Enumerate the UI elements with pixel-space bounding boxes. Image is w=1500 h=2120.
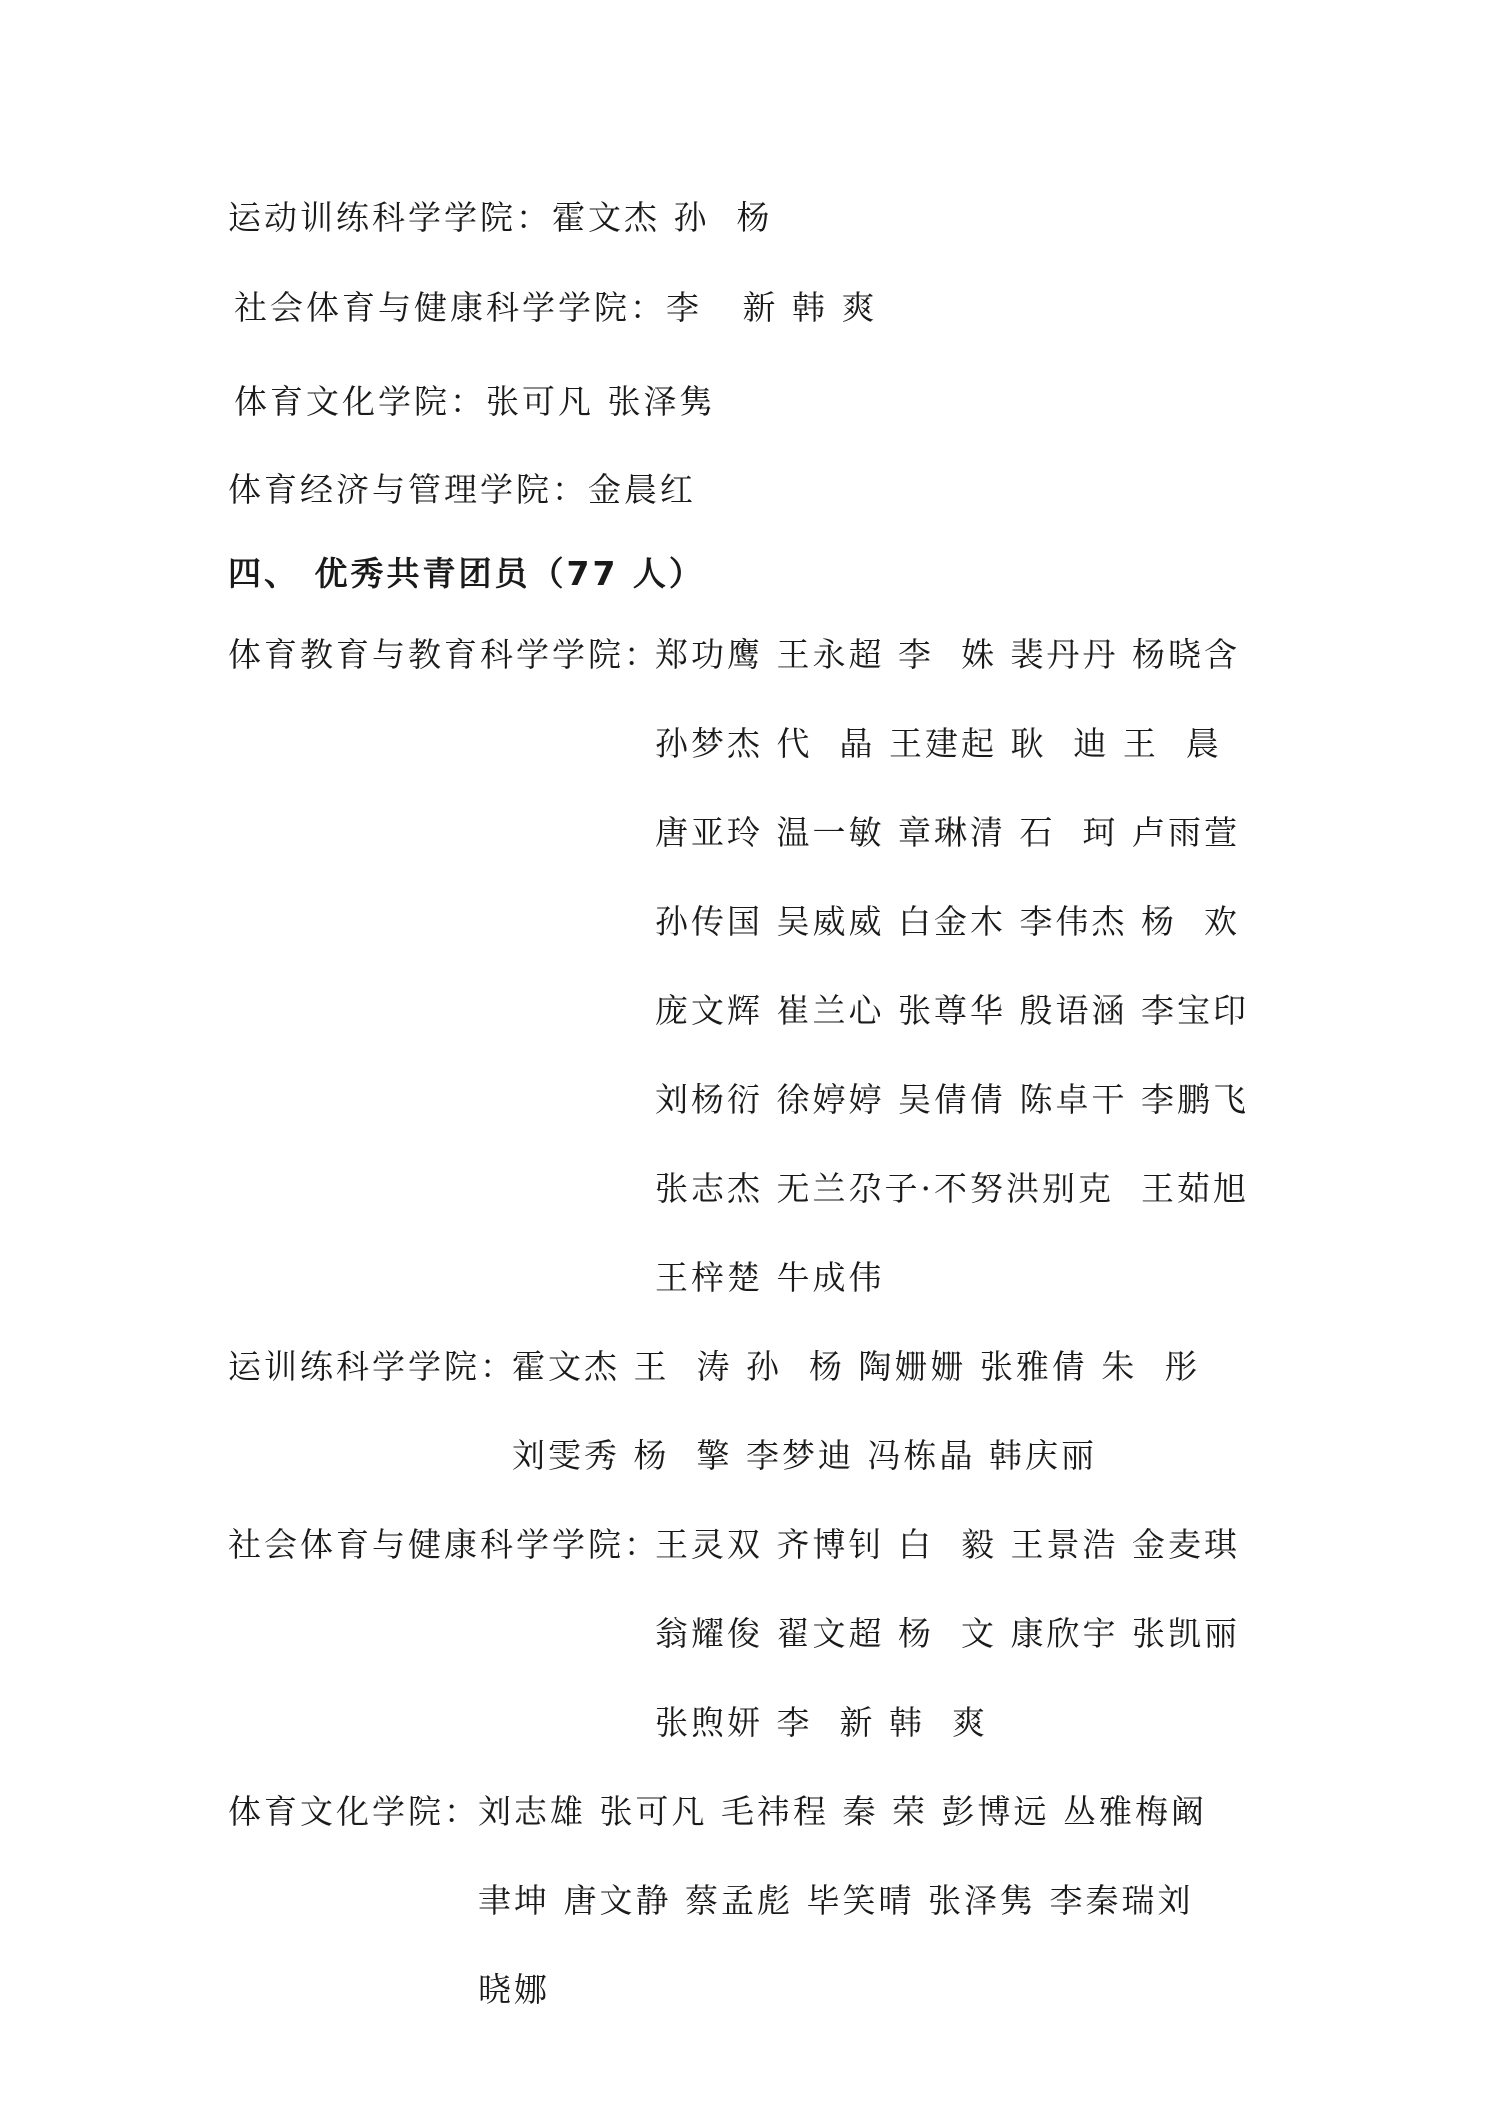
college-line xyxy=(234,286,877,330)
college-label: 体育文化学院： xyxy=(234,382,486,421)
college-label: 体育文化学院： xyxy=(228,1792,480,1831)
college-label: 运训练科学学院： xyxy=(228,1347,516,1386)
college-label: 体育经济与管理学院： xyxy=(228,470,588,509)
name-line: 郑功鹰 王永超 李 姝 裴丹丹 杨晓含 xyxy=(655,635,1240,674)
name-list: 霍文杰 孙 杨 xyxy=(552,198,773,237)
college-label: 社会体育与健康科学学院： xyxy=(234,288,666,327)
college-line xyxy=(228,196,772,240)
section-heading: 四、 优秀共青团员（77 人） xyxy=(228,554,705,593)
name-line: 聿坤 唐文静 蔡孟彪 毕笑晴 张泽隽 李秦瑞刘 xyxy=(478,1881,1194,1920)
name-line: 霍文杰 王 涛 孙 杨 陶姗姗 张雅倩 朱 彤 xyxy=(512,1347,1201,1386)
name-line: 张煦妍 李 新 韩 爽 xyxy=(655,1703,988,1742)
college-label: 社会体育与健康科学学院： xyxy=(228,1525,660,1564)
college-line xyxy=(228,468,696,512)
name-line: 翁耀俊 翟文超 杨 文 康欣宇 张凯丽 xyxy=(655,1614,1240,1653)
college-label: 运动训练科学学院： xyxy=(228,198,552,237)
name-line: 王灵双 齐博钊 白 毅 王景浩 金麦琪 xyxy=(655,1525,1240,1564)
college-line xyxy=(234,380,716,424)
name-line: 唐亚玲 温一敏 章琳清 石 珂 卢雨萱 xyxy=(655,813,1240,852)
name-line: 孙梦杰 代 晶 王建起 耿 迪 王 晨 xyxy=(655,724,1222,763)
name-line: 刘志雄 张可凡 毛祎程 秦 荣 彭博远 丛雅梅阚 xyxy=(478,1792,1207,1831)
name-line: 刘雯秀 杨 擎 李梦迪 冯栋晶 韩庆丽 xyxy=(512,1436,1097,1475)
name-line: 孙传国 吴威威 白金木 李伟杰 杨 欢 xyxy=(655,902,1240,941)
name-line: 刘杨衍 徐婷婷 吴倩倩 陈卓干 李鹏飞 xyxy=(655,1080,1249,1119)
name-list: 张可凡 张泽隽 xyxy=(486,382,716,421)
name-line: 张志杰 无兰尕子·不努洪别克 王茹旭 xyxy=(655,1169,1249,1208)
college-label: 体育教育与教育科学学院： xyxy=(228,635,660,674)
name-line: 晓娜 xyxy=(478,1970,550,2009)
name-list: 金晨红 xyxy=(588,470,696,509)
name-line: 庞文辉 崔兰心 张尊华 殷语涵 李宝印 xyxy=(655,991,1249,1030)
name-list: 李 新 韩 爽 xyxy=(666,288,878,327)
name-line: 王梓楚 牛成伟 xyxy=(655,1258,885,1297)
